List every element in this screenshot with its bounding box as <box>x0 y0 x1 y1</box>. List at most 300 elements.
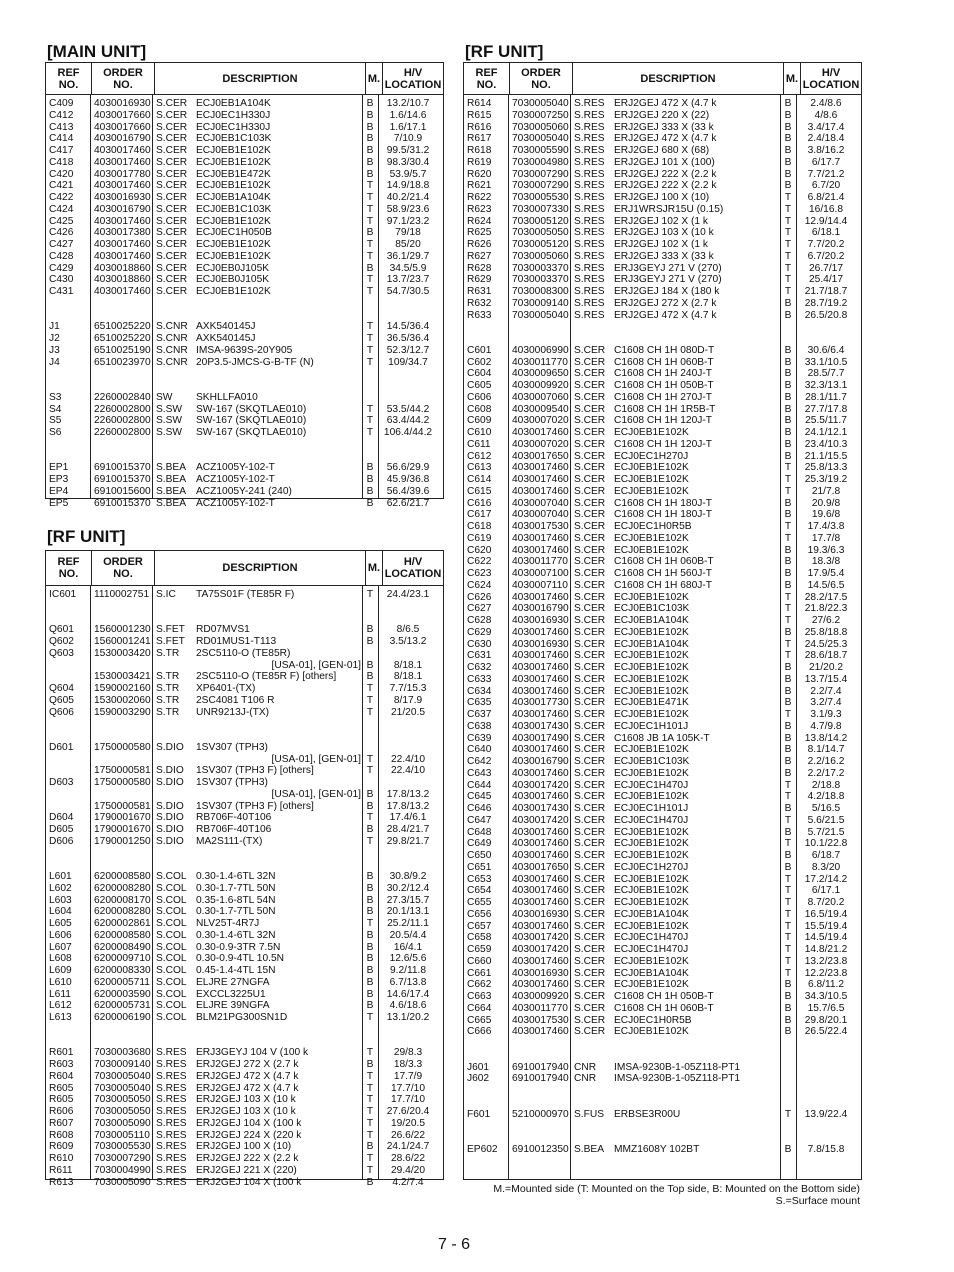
mounted-side-cell: B <box>366 976 374 988</box>
description-cell: SW-167 (SKQTLAE010) <box>196 415 307 427</box>
ref-cell: C633 <box>467 673 492 685</box>
type-cell: S.RES <box>574 262 605 274</box>
table-row <box>464 462 861 474</box>
location-cell: 7/10.9 <box>393 133 423 145</box>
description-cell: ACZ1005Y-102-T <box>196 474 275 485</box>
column-divider <box>362 94 363 498</box>
location-cell: 25.8/13.3 <box>804 462 848 474</box>
table-row <box>464 862 861 874</box>
table-row <box>464 932 861 944</box>
description-cell: ERJ2GEJ 101 X (100) <box>614 156 715 168</box>
order-cell: 6910015370 <box>94 462 151 474</box>
order-cell: 4030017460 <box>512 462 569 474</box>
mounted-side-cell: T <box>784 1108 792 1120</box>
location-cell: 4.6/18.6 <box>389 1000 427 1012</box>
type-cell: S.RES <box>574 297 605 309</box>
table-row <box>46 671 443 683</box>
type-cell: S.RES <box>574 98 605 109</box>
ref-cell: C665 <box>467 1014 492 1026</box>
type-cell: S.DIO <box>156 765 184 777</box>
mounted-side-cell: B <box>366 1059 374 1070</box>
type-cell: S.COL <box>156 941 187 953</box>
location-cell: 15.5/19.4 <box>804 920 848 932</box>
table-row <box>464 733 861 745</box>
type-cell: S.COL <box>156 988 187 1000</box>
location-cell <box>795 1132 857 1144</box>
column-divider <box>508 94 509 1179</box>
mounted-side-cell: T <box>366 694 374 706</box>
mounted-side-cell: T <box>366 753 374 765</box>
description-cell: C1608 CH 1H 180J-T <box>614 509 712 521</box>
ref-cell: C429 <box>49 262 74 274</box>
location-cell: 26.6/22 <box>391 1129 425 1141</box>
order-cell: 7030004980 <box>512 156 569 168</box>
table-row <box>464 404 861 416</box>
description-cell: ECJ0EB1C103K <box>196 133 272 145</box>
location-cell: 6.7/20.2 <box>807 250 845 262</box>
table-row <box>464 580 861 592</box>
location-cell: 2.2/16.2 <box>807 756 845 767</box>
order-cell <box>509 1085 571 1097</box>
type-cell: S.DIO <box>156 800 184 812</box>
ref-cell: C613 <box>467 462 492 474</box>
location-cell: 33.1/10.5 <box>804 356 848 368</box>
location-cell: 25.2/11.1 <box>387 918 429 929</box>
mounted-side-cell: B <box>784 180 792 192</box>
order-cell: 4030017660 <box>94 109 151 121</box>
location-cell: 29.8/21.7 <box>386 835 430 847</box>
mounted-side-cell <box>363 718 377 730</box>
table-row <box>46 707 443 719</box>
description-cell: ECJ0EB1E102K <box>196 250 271 262</box>
type-cell: S.CNR <box>156 321 188 333</box>
location-cell: 2.2/7.4 <box>810 685 842 697</box>
type-cell: S.RES <box>574 192 605 203</box>
order-cell <box>91 730 153 742</box>
table-row <box>46 110 443 122</box>
order-cell: 7030003370 <box>512 274 569 286</box>
table-row <box>46 1083 443 1095</box>
type-cell <box>153 451 193 463</box>
mounted-side-cell: T <box>366 215 374 227</box>
table-row <box>464 415 861 427</box>
order-cell: 4030017460 <box>512 532 569 544</box>
ref-cell: R625 <box>467 227 492 239</box>
description-cell: ECJ0EB1E102K <box>614 544 689 556</box>
type-cell: S.CER <box>574 356 606 368</box>
ref-cell: L604 <box>49 906 72 918</box>
location-cell: 17.2/14.2 <box>804 873 848 885</box>
description-cell: 0.30-0.9-3TR 7.5N <box>196 941 281 953</box>
ref-cell <box>46 671 91 683</box>
mounted-side-cell: T <box>784 462 792 474</box>
type-cell <box>153 730 193 742</box>
rf-unit-left-table <box>45 550 444 1188</box>
ref-cell: R617 <box>467 133 492 145</box>
location-cell: 13.9/22.4 <box>804 1108 848 1120</box>
ref-cell: C602 <box>467 356 492 368</box>
description-cell: ECJ0EB1E102K <box>614 885 689 897</box>
type-cell <box>153 754 193 766</box>
location-header: H/V LOCATION <box>384 66 442 91</box>
table-row <box>46 636 443 648</box>
location-cell: 25.5/11.7 <box>805 415 847 427</box>
description-cell: ERJ3GEYJ 271 V (270) <box>614 262 722 274</box>
mounted-side-cell: B <box>784 450 792 462</box>
order-cell: 4030017430 <box>512 720 569 732</box>
ref-cell: L608 <box>49 953 72 965</box>
mounted-side-cell: T <box>366 239 374 250</box>
order-cell: 1790001670 <box>94 812 151 824</box>
table-row <box>464 885 861 897</box>
type-cell: S.CER <box>574 638 606 650</box>
order-cell: 1560001241 <box>94 636 151 647</box>
ref-cell: L607 <box>49 941 72 953</box>
type-cell: S.RES <box>574 133 605 145</box>
order-cell <box>91 310 153 322</box>
table-row <box>46 345 443 357</box>
order-cell: 1750000581 <box>94 765 151 777</box>
ref-cell: D605 <box>49 824 74 835</box>
table-row <box>464 545 861 557</box>
description-cell: ELJRE 27NGFA <box>196 976 270 988</box>
order-cell: 7030005040 <box>512 98 569 109</box>
location-cell <box>377 298 439 310</box>
table-row <box>46 216 443 228</box>
location-cell: 15.7/6.5 <box>807 1002 845 1014</box>
location-cell: 17.4/3.8 <box>807 521 845 532</box>
order-cell <box>91 859 153 871</box>
location-cell: 63.4/44.2 <box>386 415 430 427</box>
mounted-side-cell <box>363 859 377 871</box>
table-row <box>46 169 443 181</box>
location-cell: 7.7/21.2 <box>807 168 845 180</box>
mounted-side-cell: B <box>784 497 792 509</box>
mounted-side-cell <box>363 1024 377 1036</box>
description-cell: C1608 CH 1H 060B-T <box>614 356 714 368</box>
location-cell: 56.4/39.6 <box>386 485 430 497</box>
table-row <box>46 251 443 263</box>
order-cell: 1530003420 <box>94 647 151 659</box>
description-cell: XP6401-(TX) <box>196 683 256 694</box>
order-cell: 4030009920 <box>512 991 569 1002</box>
description-cell: 20P3.5-JMCS-G-B-TF (N) <box>196 356 314 368</box>
ref-cell: C618 <box>467 521 492 532</box>
order-cell: 4030011770 <box>512 1002 568 1014</box>
location-cell: 27.6/20.4 <box>386 1106 430 1117</box>
mounted-side-cell: T <box>366 835 374 847</box>
type-cell: S.RES <box>156 1106 187 1117</box>
type-cell: S.CNR <box>156 333 188 344</box>
ref-cell: Q601 <box>49 624 74 636</box>
location-cell <box>795 1073 857 1085</box>
type-cell: S.RES <box>574 156 605 168</box>
description-cell: IMSA-9230B-1-05Z118-PT1 <box>614 1073 741 1085</box>
order-cell: 7030005050 <box>94 1094 151 1106</box>
location-cell: 56.6/29.9 <box>386 462 430 474</box>
order-cell: 5210000970 <box>512 1108 569 1120</box>
ref-cell <box>46 660 91 672</box>
location-cell: 19.6/8 <box>811 509 841 521</box>
mounted-side-cell: B <box>784 391 792 403</box>
order-cell: 4030017460 <box>512 544 569 556</box>
ref-cell <box>46 859 91 871</box>
table-row <box>46 812 443 824</box>
type-cell: S.CER <box>574 368 606 380</box>
type-cell: S.CER <box>156 250 188 262</box>
table-row <box>46 918 443 930</box>
order-cell: 1590003290 <box>94 706 151 718</box>
order-cell: 4030017380 <box>94 227 151 239</box>
ref-cell: C605 <box>467 380 492 391</box>
location-cell: 29/8.3 <box>393 1047 423 1059</box>
order-cell: 7030007290 <box>512 180 569 192</box>
table-row <box>46 1036 443 1048</box>
table-row <box>46 1106 443 1118</box>
description-cell: ECJ0EB0J105K <box>196 262 270 274</box>
description-cell: ECJ0EC1H470J <box>614 932 689 944</box>
description-cell: ECJ0EB1A104K <box>614 908 689 920</box>
mounted-side-cell: B <box>366 109 374 121</box>
type-cell: S.CER <box>574 662 606 673</box>
mounted-side-cell: B <box>366 462 374 474</box>
mounted-side-cell: T <box>784 897 792 908</box>
type-cell: S.CER <box>574 720 606 732</box>
table-row <box>464 439 861 451</box>
ref-cell: R611 <box>49 1164 73 1176</box>
mounted-side-cell: B <box>366 953 374 965</box>
description-cell: ECJ0EB1A104K <box>196 192 271 203</box>
order-cell: 4030017420 <box>512 814 569 826</box>
ref-cell <box>464 1038 509 1050</box>
order-cell: 4030017460 <box>512 979 569 991</box>
ref-cell: EP602 <box>467 1143 498 1155</box>
type-cell: S.COL <box>156 965 187 976</box>
location-cell: 109/34.7 <box>388 356 428 368</box>
location-cell: 2.4/18.4 <box>807 133 845 145</box>
ref-cell: R627 <box>467 250 492 262</box>
description-cell: RB706F-40T106 <box>196 824 272 835</box>
type-cell: S.CER <box>574 344 606 356</box>
mounted-side-cell: T <box>784 521 792 532</box>
mounted-side-cell: T <box>784 791 792 803</box>
order-cell: 4030017460 <box>94 156 151 168</box>
ref-cell: L611 <box>49 988 71 1000</box>
table-row <box>464 357 861 369</box>
location-cell: 98.3/30.4 <box>386 156 430 168</box>
type-cell: S.TR <box>156 706 180 718</box>
location-cell: 10.1/22.8 <box>804 838 848 850</box>
mounted-side-cell: B <box>366 168 374 180</box>
ref-cell: C663 <box>467 991 492 1002</box>
type-cell <box>571 321 611 333</box>
order-cell <box>91 718 153 730</box>
table-row <box>46 683 443 695</box>
location-cell <box>377 848 439 860</box>
mounted-side-cell: B <box>784 697 792 709</box>
mounted-side-cell: B <box>784 732 792 744</box>
description-cell: ECJ0EB1E102K <box>614 462 689 474</box>
table-row <box>46 392 443 404</box>
description-cell <box>611 1132 781 1144</box>
order-cell: 4030016930 <box>512 908 569 920</box>
table-row <box>46 930 443 942</box>
location-cell <box>377 777 439 789</box>
description-cell: 0.30-1.7-7TL 50N <box>196 906 276 918</box>
table-row <box>46 895 443 907</box>
type-cell: S.CER <box>574 462 606 474</box>
description-cell <box>611 1050 781 1062</box>
location-cell: 19.3/6.3 <box>807 544 845 556</box>
type-cell: S.RES <box>574 215 605 227</box>
description-cell: ERBSE3R00U <box>614 1108 681 1120</box>
table-row <box>46 883 443 895</box>
order-cell: 4030009920 <box>512 380 569 391</box>
order-cell: 4030016790 <box>512 603 569 615</box>
order-cell: 4030006990 <box>512 344 569 356</box>
type-cell: S.BEA <box>574 1143 605 1155</box>
type-cell: S.CER <box>574 967 606 979</box>
order-cell: 4030017460 <box>512 955 569 967</box>
table-row <box>46 1153 443 1165</box>
table-header <box>464 63 861 95</box>
type-cell: S.CER <box>574 391 606 403</box>
description-cell: RB706F-40T106 <box>196 812 272 824</box>
order-cell: 4030017460 <box>512 673 569 685</box>
description-cell: ERJ2GEJ 224 X (220 k <box>196 1129 302 1141</box>
order-cell: 4030017530 <box>512 521 569 532</box>
type-cell <box>153 380 193 392</box>
description-cell: ECJ0EC1H0R5B <box>614 521 692 532</box>
description-cell: ECJ0EB1A104K <box>196 98 271 109</box>
order-header: ORDER NO. <box>92 551 155 585</box>
description-cell: ECJ0EC1H270J <box>614 450 689 462</box>
order-cell: 6200009710 <box>94 953 151 965</box>
description-cell: ERJ2GEJ 472 X (4.7 k <box>614 98 717 109</box>
order-cell: 7030005590 <box>512 145 569 156</box>
order-cell <box>509 1050 571 1062</box>
type-cell: S.CER <box>574 803 606 814</box>
type-cell: S.CNR <box>156 344 188 356</box>
main-unit-table <box>45 62 444 509</box>
location-cell: 13.8/14.2 <box>804 732 848 744</box>
mounted-side-cell: B <box>366 906 374 918</box>
column-divider <box>152 94 153 498</box>
location-cell: 21.1/15.5 <box>804 450 848 462</box>
column-divider <box>90 585 91 1179</box>
order-cell: 4030017460 <box>512 826 569 838</box>
table-row <box>46 227 443 239</box>
ref-cell: C622 <box>467 556 492 568</box>
location-cell: 6/18.7 <box>811 850 841 861</box>
order-cell: 7030007250 <box>512 109 569 121</box>
mounted-side-cell: B <box>784 415 792 427</box>
table-row <box>464 979 861 991</box>
mounted-side-cell: B <box>784 861 792 873</box>
order-cell <box>509 1038 571 1050</box>
mounted-side-cell: T <box>366 812 374 824</box>
table-row <box>464 650 861 662</box>
order-cell: 4030011770 <box>512 556 568 568</box>
table-row <box>464 427 861 439</box>
mounted-side-cell <box>363 310 377 322</box>
description-cell: C1608 JB 1A 105K-T <box>614 732 710 744</box>
ref-cell <box>46 601 91 613</box>
type-cell <box>571 1050 611 1062</box>
description-cell: ECJ0EC1H470J <box>614 814 689 826</box>
mounted-side-cell: B <box>366 497 374 509</box>
table-row <box>464 615 861 627</box>
ref-cell <box>46 368 91 380</box>
location-cell: 8/18.1 <box>393 659 423 671</box>
location-cell: 79/18 <box>395 227 421 239</box>
location-cell: 1.6/14.6 <box>389 109 427 121</box>
description-cell <box>611 1120 781 1132</box>
mounted-side-cell: T <box>784 615 792 626</box>
ref-cell: C635 <box>467 697 492 709</box>
mounted-side-cell: T <box>784 920 792 932</box>
mounted-side-cell: T <box>366 918 374 929</box>
order-cell: 4030017530 <box>512 1014 569 1026</box>
mounted-side-cell <box>781 333 795 345</box>
location-cell <box>377 718 439 730</box>
table-row <box>464 1144 861 1156</box>
type-cell: S.FET <box>156 636 185 647</box>
ref-cell: J2 <box>49 333 60 344</box>
order-cell <box>91 368 153 380</box>
type-cell: S.CER <box>574 673 606 685</box>
mounted-side-cell: T <box>366 274 374 286</box>
location-cell: 14.5/6.5 <box>807 579 845 591</box>
order-cell: 4030017460 <box>512 662 569 673</box>
ref-cell: S5 <box>49 415 62 427</box>
description-header: DESCRIPTION <box>155 63 366 94</box>
description-cell: ERJ2GEJ 102 X (1 k <box>614 215 708 227</box>
type-cell: S.RES <box>574 274 605 286</box>
type-cell: S.RES <box>156 1129 187 1141</box>
description-cell: C1608 CH 1H 120J-T <box>614 438 712 450</box>
location-cell: 2/18.8 <box>811 779 841 791</box>
ref-cell: D606 <box>49 835 74 847</box>
mounted-side-cell: B <box>366 824 374 835</box>
description-cell: ERJ2GEJ 272 X (2.7 k <box>196 1059 299 1070</box>
order-cell <box>91 789 153 801</box>
table-row <box>464 509 861 521</box>
location-cell: 53.9/5.7 <box>389 168 427 180</box>
ref-cell: C413 <box>49 121 74 133</box>
type-cell: S.RES <box>574 286 605 297</box>
order-cell: 7030005040 <box>94 1082 151 1094</box>
type-cell: S.DIO <box>156 741 184 753</box>
order-cell: 1530002060 <box>94 694 151 706</box>
ref-cell: C649 <box>467 838 492 850</box>
order-cell: 7030008300 <box>512 286 569 297</box>
description-cell: [USA-01], [GEN-01] <box>271 659 361 671</box>
type-cell: S.CER <box>156 109 188 121</box>
ref-cell: R615 <box>467 109 492 121</box>
type-cell <box>571 1120 611 1132</box>
location-cell: 22.4/10 <box>391 753 425 765</box>
mounted-side-cell <box>781 321 795 333</box>
table-row <box>46 589 443 601</box>
description-cell: RD01MUS1-T113 <box>196 636 277 647</box>
location-cell <box>795 1085 857 1097</box>
ref-cell: C646 <box>467 803 492 814</box>
location-cell: 6.7/20 <box>811 180 841 192</box>
ref-cell: L606 <box>49 929 72 941</box>
table-row <box>46 953 443 965</box>
type-cell: S.CER <box>574 979 606 991</box>
